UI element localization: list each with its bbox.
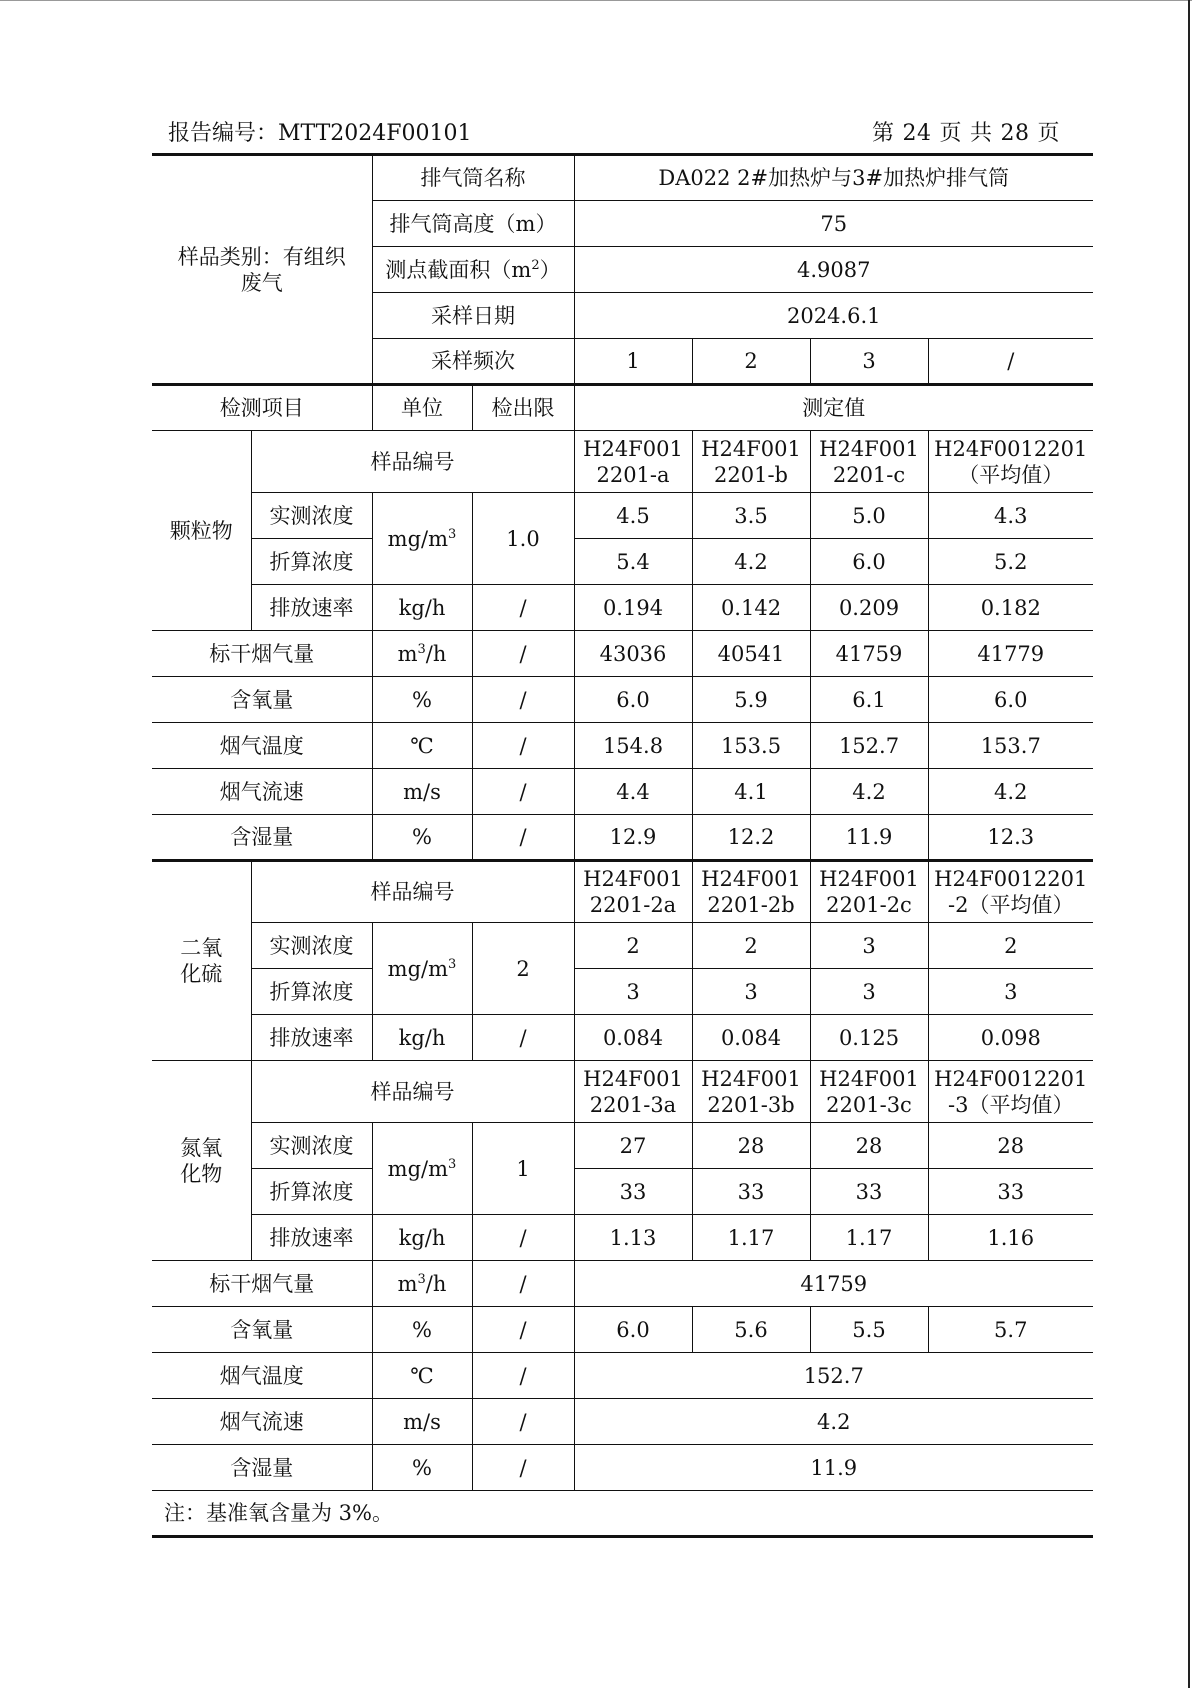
value-cell: 0.194	[574, 585, 692, 631]
value-cell: 0.084	[692, 1015, 810, 1061]
measured-label: 实测浓度	[251, 1123, 372, 1169]
row-so2-rate	[152, 1015, 1093, 1061]
value-cell: 1.16	[928, 1215, 1093, 1261]
stack-height-value: 75	[574, 201, 1093, 247]
value-cell: 3	[810, 969, 928, 1015]
converted-label: 折算浓度	[251, 539, 372, 585]
limit-slash: /	[472, 769, 574, 815]
sample-id: H24F001 2201-3a	[574, 1061, 692, 1123]
unit-pct: %	[372, 1445, 472, 1491]
value-cell: 33	[810, 1169, 928, 1215]
value-cell: 33	[692, 1169, 810, 1215]
sample-id: H24F001 2201-2a	[574, 861, 692, 923]
unit-pct: %	[372, 815, 472, 861]
report-number: 报告编号：MTT2024F00101	[168, 121, 472, 146]
sample-id: H24F0012201 -3（平均值）	[928, 1061, 1093, 1123]
unit-kgh: kg/h	[372, 1015, 472, 1061]
value-cell: 153.7	[928, 723, 1093, 769]
emission-report-table	[152, 153, 1093, 1538]
unit-ms: m/s	[372, 1399, 472, 1445]
measured-label: 实测浓度	[251, 923, 372, 969]
moisture-label: 含湿量	[152, 815, 372, 861]
page-top-edge	[0, 0, 1192, 1]
row-nox-velocity	[152, 1399, 1093, 1445]
limit-slash: /	[472, 723, 574, 769]
limit-slash: /	[472, 1307, 574, 1353]
flow-label: 标干烟气量	[152, 631, 372, 677]
value-cell: 12.9	[574, 815, 692, 861]
value-cell: 3	[810, 923, 928, 969]
value-cell: 5.7	[928, 1307, 1093, 1353]
nox-name: 氮氧 化物	[152, 1061, 251, 1261]
date-value: 2024.6.1	[574, 293, 1093, 339]
area-value: 4.9087	[574, 247, 1093, 293]
date-label: 采样日期	[372, 293, 574, 339]
row-nox-measured	[152, 1123, 1093, 1169]
frequency-cell: /	[928, 339, 1093, 385]
value-cell: 6.1	[810, 677, 928, 723]
value-cell: 4.2	[928, 769, 1093, 815]
row-stack-name	[152, 155, 1093, 201]
limit-slash: /	[472, 677, 574, 723]
converted-label: 折算浓度	[251, 969, 372, 1015]
stack-height-label: 排气筒高度（m）	[372, 201, 574, 247]
row-column-header	[152, 385, 1093, 431]
value-cell: 4.4	[574, 769, 692, 815]
value-cell: 3	[928, 969, 1093, 1015]
value-cell-merged: 4.2	[574, 1399, 1093, 1445]
value-cell: 27	[574, 1123, 692, 1169]
row-so2-measured	[152, 923, 1093, 969]
unit-kgh: kg/h	[372, 1215, 472, 1261]
rate-label: 排放速率	[251, 1015, 372, 1061]
unit-ms: m/s	[372, 769, 472, 815]
value-cell: 4.1	[692, 769, 810, 815]
row-nox-sample-no	[152, 1061, 1093, 1123]
row-particulate-rate	[152, 585, 1093, 631]
value-cell: 6.0	[810, 539, 928, 585]
row-particulate-measured	[152, 493, 1093, 539]
value-cell: 12.2	[692, 815, 810, 861]
value-cell: 28	[810, 1123, 928, 1169]
temp-label: 烟气温度	[152, 1353, 372, 1399]
page-right-edge	[1188, 0, 1190, 1688]
limit-slash: /	[472, 1399, 574, 1445]
col-value: 测定值	[574, 385, 1093, 431]
value-cell: 153.5	[692, 723, 810, 769]
value-cell: 33	[574, 1169, 692, 1215]
limit-slash: /	[472, 631, 574, 677]
value-cell: 152.7	[810, 723, 928, 769]
unit-m3h: $m^3/h$	[372, 1261, 472, 1307]
value-cell: 4.3	[928, 493, 1093, 539]
sample-category: 样品类别：有组织 废气	[152, 155, 372, 385]
stack-name-value: DA022 2#加热炉与3#加热炉排气筒	[574, 155, 1093, 201]
so2-limit: 2	[472, 923, 574, 1015]
so2-name: 二氧 化硫	[152, 861, 251, 1061]
row-note	[152, 1491, 1093, 1537]
value-cell-merged: 41759	[574, 1261, 1093, 1307]
value-cell: 0.084	[574, 1015, 692, 1061]
row-nox-rate	[152, 1215, 1093, 1261]
frequency-cell: 3	[810, 339, 928, 385]
value-cell: 154.8	[574, 723, 692, 769]
row-particulate-velocity	[152, 769, 1093, 815]
sample-no-label: 样品编号	[251, 431, 574, 493]
moisture-label: 含湿量	[152, 1445, 372, 1491]
sample-id: H24F001 2201-a	[574, 431, 692, 493]
value-cell: 5.9	[692, 677, 810, 723]
sample-id: H24F001 2201-2b	[692, 861, 810, 923]
oxygen-label: 含氧量	[152, 1307, 372, 1353]
value-cell: 12.3	[928, 815, 1093, 861]
unit-pct: %	[372, 677, 472, 723]
value-cell: 3.5	[692, 493, 810, 539]
frequency-cell: 1	[574, 339, 692, 385]
value-cell: 5.4	[574, 539, 692, 585]
row-nox-temp	[152, 1353, 1093, 1399]
row-particulate-temp	[152, 723, 1093, 769]
value-cell: 6.0	[928, 677, 1093, 723]
row-particulate-converted	[152, 539, 1093, 585]
row-nox-moisture	[152, 1445, 1093, 1491]
row-nox-flow	[152, 1261, 1093, 1307]
limit-slash: /	[472, 585, 574, 631]
col-unit: 单位	[372, 385, 472, 431]
frequency-cell: 2	[692, 339, 810, 385]
velocity-label: 烟气流速	[152, 1399, 372, 1445]
limit-slash: /	[472, 1353, 574, 1399]
converted-label: 折算浓度	[251, 1169, 372, 1215]
temp-label: 烟气温度	[152, 723, 372, 769]
stack-name-label: 排气筒名称	[372, 155, 574, 201]
particulate-limit: 1.0	[472, 493, 574, 585]
value-cell: 2	[574, 923, 692, 969]
row-particulate-sample-no	[152, 431, 1093, 493]
limit-slash: /	[472, 1215, 574, 1261]
value-cell: 11.9	[810, 815, 928, 861]
value-cell: 28	[928, 1123, 1093, 1169]
value-cell: 1.13	[574, 1215, 692, 1261]
row-particulate-oxygen	[152, 677, 1093, 723]
col-limit: 检出限	[472, 385, 574, 431]
value-cell: 4.2	[692, 539, 810, 585]
rate-label: 排放速率	[251, 585, 372, 631]
limit-slash: /	[472, 1261, 574, 1307]
sample-id: H24F001 2201-3b	[692, 1061, 810, 1123]
value-cell: 0.142	[692, 585, 810, 631]
unit-mg: $mg/m^3$	[372, 1123, 472, 1215]
value-cell: 5.2	[928, 539, 1093, 585]
particulate-name: 颗粒物	[152, 431, 251, 631]
unit-celsius: ℃	[372, 1353, 472, 1399]
limit-slash: /	[472, 1015, 574, 1061]
sample-id: H24F0012201 （平均值）	[928, 431, 1093, 493]
value-cell: 3	[692, 969, 810, 1015]
value-cell: 4.5	[574, 493, 692, 539]
row-particulate-moisture	[152, 815, 1093, 861]
rate-label: 排放速率	[251, 1215, 372, 1261]
oxygen-label: 含氧量	[152, 677, 372, 723]
unit-celsius: ℃	[372, 723, 472, 769]
page-indicator: 第 24 页 共 28 页	[872, 121, 1061, 146]
value-cell: 4.2	[810, 769, 928, 815]
nox-limit: 1	[472, 1123, 574, 1215]
value-cell: 43036	[574, 631, 692, 677]
sample-id: H24F001 2201-2c	[810, 861, 928, 923]
sample-id: H24F001 2201-b	[692, 431, 810, 493]
value-cell: 6.0	[574, 677, 692, 723]
value-cell: 2	[692, 923, 810, 969]
row-so2-sample-no	[152, 861, 1093, 923]
value-cell-merged: 152.7	[574, 1353, 1093, 1399]
value-cell: 6.0	[574, 1307, 692, 1353]
value-cell: 41779	[928, 631, 1093, 677]
sample-id: H24F0012201 -2（平均值）	[928, 861, 1093, 923]
measured-label: 实测浓度	[251, 493, 372, 539]
flow-label: 标干烟气量	[152, 1261, 372, 1307]
value-cell: 2	[928, 923, 1093, 969]
unit-mg: $mg/m^3$	[372, 923, 472, 1015]
value-cell: 1.17	[810, 1215, 928, 1261]
value-cell: 3	[574, 969, 692, 1015]
value-cell: 33	[928, 1169, 1093, 1215]
unit-m3h: $m^3/h$	[372, 631, 472, 677]
frequency-label: 采样频次	[372, 339, 574, 385]
sample-no-label: 样品编号	[251, 1061, 574, 1123]
sample-id: H24F001 2201-3c	[810, 1061, 928, 1123]
value-cell: 5.6	[692, 1307, 810, 1353]
row-nox-converted	[152, 1169, 1093, 1215]
value-cell: 41759	[810, 631, 928, 677]
value-cell: 0.098	[928, 1015, 1093, 1061]
unit-kgh: kg/h	[372, 585, 472, 631]
note-text: 注：基准氧含量为 3%。	[152, 1491, 1093, 1537]
unit-pct: %	[372, 1307, 472, 1353]
area-label: 测点截面积$(m^2)$	[372, 247, 574, 293]
value-cell: 0.125	[810, 1015, 928, 1061]
value-cell: 1.17	[692, 1215, 810, 1261]
limit-slash: /	[472, 1445, 574, 1491]
value-cell-merged: 11.9	[574, 1445, 1093, 1491]
col-item: 检测项目	[152, 385, 372, 431]
unit-mg: $mg/m^3$	[372, 493, 472, 585]
sample-id: H24F001 2201-c	[810, 431, 928, 493]
value-cell: 40541	[692, 631, 810, 677]
row-so2-converted	[152, 969, 1093, 1015]
value-cell: 28	[692, 1123, 810, 1169]
velocity-label: 烟气流速	[152, 769, 372, 815]
row-nox-oxygen	[152, 1307, 1093, 1353]
value-cell: 0.209	[810, 585, 928, 631]
row-particulate-flow	[152, 631, 1093, 677]
value-cell: 5.0	[810, 493, 928, 539]
value-cell: 0.182	[928, 585, 1093, 631]
sample-no-label: 样品编号	[251, 861, 574, 923]
limit-slash: /	[472, 815, 574, 861]
value-cell: 5.5	[810, 1307, 928, 1353]
